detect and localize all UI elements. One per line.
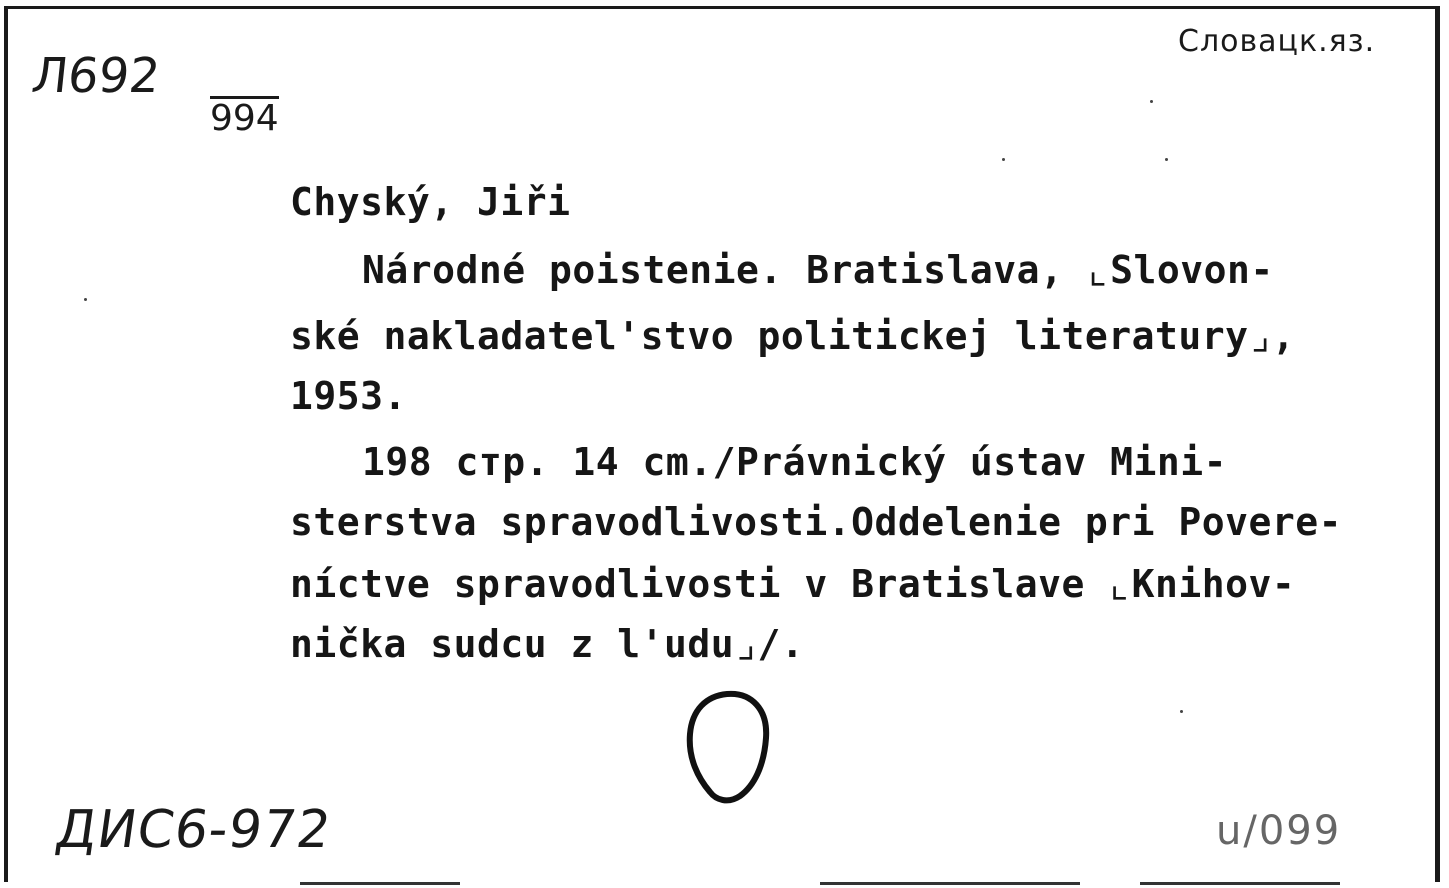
speck (1150, 100, 1153, 103)
call-number: Л692 (29, 48, 163, 104)
publisher-line: ské nakladatel'stvo politickej literatury⌟, (290, 314, 1296, 358)
speck (1165, 158, 1168, 161)
bottom-dash (820, 882, 1080, 885)
speck (1002, 158, 1005, 161)
language-note: Словацк.яз. (1178, 24, 1376, 59)
series-line-2: níctve spravodlivosti v Bratislave ⌞Knihov- (290, 562, 1296, 606)
series-line-1: sterstva spravodlivosti.Oddelenie pri Povere- (290, 500, 1343, 544)
bottom-dash (1140, 882, 1340, 885)
accession-number: ДИС6-972 (51, 800, 336, 860)
bottom-dash (300, 882, 460, 885)
speck (84, 298, 87, 301)
call-number-sub: 994 (210, 98, 279, 139)
title-line: Národné poistenie. Bratislava, ⌞Slovon- (362, 248, 1274, 292)
year-line: 1953. (290, 374, 407, 418)
author-line: Chyský, Jiři (290, 180, 571, 224)
punch-hole (682, 688, 772, 806)
speck (1180, 710, 1183, 713)
stamp-number: u/099 (1216, 808, 1342, 854)
series-line-3: nička sudcu z l'udu⌟/. (290, 622, 805, 666)
collation-line: 198 стр. 14 cm./Právnický ústav Mini- (362, 440, 1227, 484)
